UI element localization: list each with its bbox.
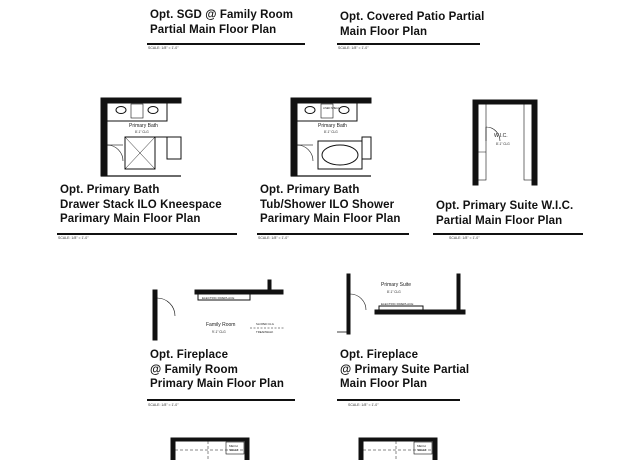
title-underline <box>257 233 409 235</box>
floor-plan-partial-bottom-left <box>168 436 256 460</box>
plan-title-line: @ Family Room <box>150 363 238 376</box>
floor-plan-primary-bath-tub <box>288 95 378 180</box>
fireplace-label: ELECTRIC FIREPLACE <box>381 302 414 306</box>
ceiling-label: 8'-1" CLG <box>135 130 149 134</box>
scale-note: SCALE: 1/8" = 1'-0" <box>338 46 369 50</box>
sloped-ceiling-label: SLOPED CLG <box>256 322 274 326</box>
room-label: Primary Bath <box>318 123 347 129</box>
ceiling-label: 9'-1" CLG <box>212 330 226 334</box>
title-underline <box>433 233 583 235</box>
floor-plan-primary-suite-wic <box>470 97 550 187</box>
scale-note: SCALE: 1/8" = 1'-0" <box>148 46 179 50</box>
ceiling-label: 8'-1" CLG <box>387 290 401 294</box>
title-underline <box>147 43 305 45</box>
plan-title-line: Drawer Stack ILO Kneespace <box>60 198 222 211</box>
plan-title-fireplace-primary-suite <box>340 348 469 392</box>
plan-title-line: Parimary Main Floor Plan <box>60 213 201 225</box>
scale-note: SCALE: 1/8" = 1'-0" <box>348 403 379 407</box>
ceiling-label: 8'-1" CLG <box>496 142 510 146</box>
plan-title-sgd-family-room <box>150 8 293 37</box>
plan-title-line: @ Primary Suite Partial <box>340 363 470 376</box>
plan-title-line: Main Floor Plan <box>340 378 428 390</box>
plan-title-covered-patio <box>340 10 484 39</box>
mech-label: MECH <box>417 444 426 448</box>
fireplace-label: ELECTRIC FIREPLACE <box>202 296 235 300</box>
title-underline <box>147 399 295 401</box>
scale-note: SCALE: 1/8" = 1'-0" <box>58 236 89 240</box>
shelf-label: LINEN SHELF <box>323 107 340 110</box>
plan-title-line: Partial Main Floor Plan <box>150 23 277 36</box>
title-underline <box>337 43 480 45</box>
floor-plan-primary-bath-drawer <box>95 95 185 180</box>
mech-label: MECH <box>229 444 238 448</box>
plan-title-line: Opt. Primary Bath <box>60 184 160 196</box>
scale-note: SCALE: 1/8" = 1'-0" <box>449 236 480 240</box>
room-label: Primary Suite <box>381 282 412 288</box>
plan-title-primary-bath-drawer-stack <box>60 183 222 227</box>
title-underline <box>337 399 460 401</box>
shelf-label: SHELF <box>229 448 239 452</box>
ceiling-label: 8'-1" CLG <box>324 130 338 134</box>
plan-title-fireplace-family-room <box>150 348 284 392</box>
scale-note: SCALE: 1/8" = 1'-0" <box>148 403 179 407</box>
shelf-label: SHELF <box>417 448 427 452</box>
title-underline <box>57 233 237 235</box>
plan-title-line: Parimary Main Floor Plan <box>260 213 401 225</box>
plan-title-line: Partial Main Floor Plan <box>436 214 563 227</box>
plan-title-line: Opt. Covered Patio Partial <box>340 11 485 23</box>
plan-title-line: Opt. Fireplace <box>150 349 229 361</box>
scale-note: SCALE: 1/8" = 1'-0" <box>258 236 289 240</box>
plan-title-line: Tub/Shower ILO Shower <box>260 198 395 211</box>
room-label: Primary Bath <box>129 123 158 129</box>
plan-title-line: Main Floor Plan <box>340 25 428 38</box>
floor-plan-fireplace-family-room <box>150 278 290 340</box>
room-label: W.I.C. <box>494 133 508 139</box>
plan-title-primary-suite-wic <box>436 199 573 228</box>
plan-title-primary-bath-tub-shower <box>260 183 400 227</box>
plan-title-line: Opt. Primary Suite W.I.C. <box>436 200 574 212</box>
floor-plan-partial-bottom-right <box>356 436 444 460</box>
plan-title-line: Opt. SGD @ Family Room <box>150 9 294 21</box>
plan-title-line: Primary Main Floor Plan <box>150 378 284 390</box>
treadwalk-label: TREADWALK <box>256 330 274 334</box>
floor-plan-fireplace-primary-suite <box>335 272 470 340</box>
room-label: Family Room <box>206 322 236 328</box>
plan-title-line: Opt. Primary Bath <box>260 184 360 196</box>
plan-title-line: Opt. Fireplace <box>340 349 419 361</box>
